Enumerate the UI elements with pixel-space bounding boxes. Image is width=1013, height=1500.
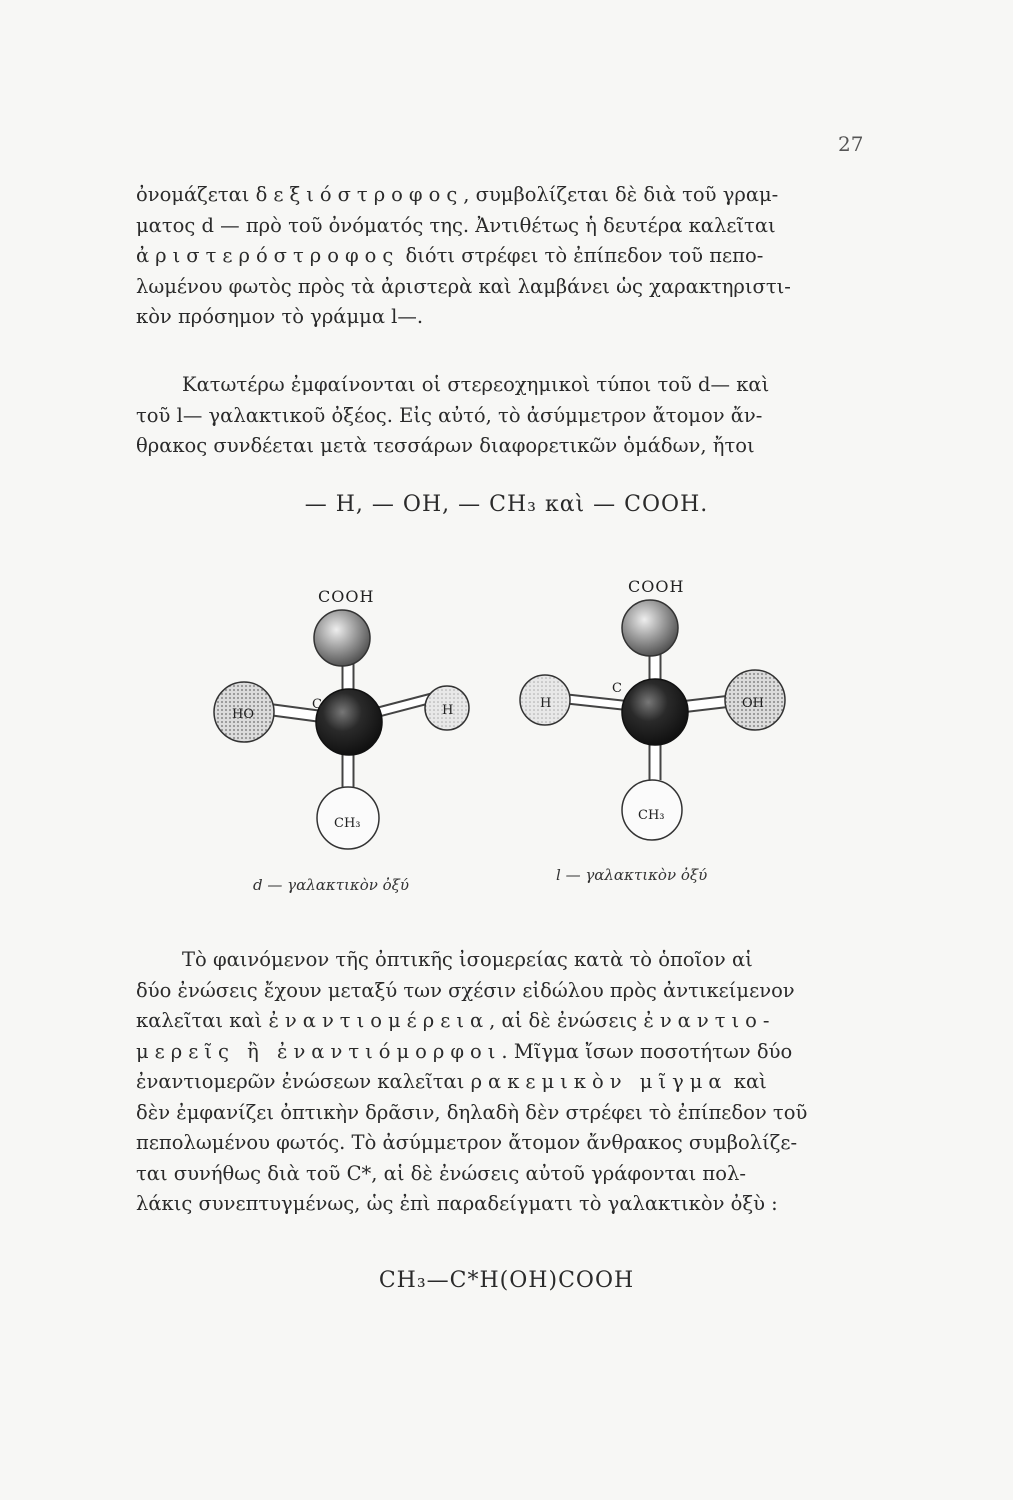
d-right-label: H (442, 703, 454, 718)
text-line: κὸν πρόσημον τὸ γράμμα l—. (136, 305, 424, 328)
text-line: ματος d — πρὸ τοῦ ὀνόματός της. Ἀντιθέτως ἡ δευτέρα καλεῖται (136, 213, 776, 237)
l-right-label: OH (742, 696, 764, 711)
text-line: λάκις συνεπτυγμένως, ὡς ἐπὶ παραδείγματι τὸ γαλακτικὸν ὀξὺ : (136, 1192, 778, 1215)
text-line: μερεῖς ἢ ἐναντιόμορφοι. Μῖγμα ἴσων ποσοτήτων δύο (136, 1039, 793, 1063)
d-bottom-label: CH₃ (334, 816, 361, 831)
third-paragraph (136, 945, 866, 1220)
text-line: Τὸ φαινόμενον τῆς ὀπτικῆς ἰσομερείας κατὰ τὸ ὁποῖον αἱ (182, 948, 753, 971)
text-line: λωμένου φωτὸς πρὸς τὰ ἀριστερὰ καὶ λαμβάνει ὡς χαρακτηριστι- (136, 274, 791, 298)
spaced-term: μερεῖς ἢ ἐναντιόμορφοι (136, 1039, 502, 1063)
molecule-diagrams (0, 560, 1013, 900)
d-lactic-molecule (214, 587, 469, 849)
spaced-term: ἐναντιομέρεια (268, 1009, 490, 1032)
d-caption: d — γαλακτικὸν ὀξύ (253, 876, 410, 894)
text-line: θρακος συνδέεται μετὰ τεσσάρων διαφορετικῶν ὁμάδων, ἤτοι (136, 434, 755, 457)
l-top-label: COOH (628, 577, 685, 596)
spaced-term: ἀριστερόστροφος (136, 244, 400, 267)
page-number: 27 (838, 132, 864, 156)
d-carbon-atom (316, 689, 382, 755)
text-line: τοῦ l— γαλακτικοῦ ὀξέος. Εἰς αὐτό, τὸ ἀσύμμετρον ἄτομον ἄν- (136, 403, 763, 427)
text-line: καλεῖται καὶ ἐναντιομέρεια, αἱ δὲ ἐνώσεις ἐναντιο- (136, 1009, 776, 1032)
l-lactic-molecule (520, 577, 785, 840)
d-left-label: HO (232, 707, 254, 722)
text-line: ἀριστερόστροφος διότι στρέφει τὸ ἐπίπεδον τοῦ πεπο- (136, 244, 764, 267)
l-center-label: C (612, 681, 622, 696)
text-line: δὲν ἐμφανίζει ὀπτικὴν δρᾶσιν, δηλαδὴ δὲν στρέφει τὸ ἐπίπεδον τοῦ (136, 1100, 808, 1124)
text-line: Κατωτέρω ἐμφαίνονται οἱ στερεοχημικοὶ τύποι τοῦ d— καὶ (182, 373, 770, 396)
d-top-label: COOH (318, 587, 375, 606)
text-line: ὀνομάζεται δεξιόστροφος, συμβολίζεται δὲ διὰ τοῦ γραμ- (136, 183, 779, 206)
final-formula: CH₃—C*H(OH)COOH (378, 1268, 635, 1293)
text-line: ἐναντιομερῶν ἐνώσεων καλεῖται ρακεμικὸν μῖγμα καὶ (136, 1070, 767, 1093)
text-line: δύο ἐνώσεις ἔχουν μεταξύ των σχέσιν εἰδώλου πρὸς ἀντικείμενον (136, 978, 795, 1002)
top-paragraph (136, 180, 866, 333)
d-center-label: C (312, 697, 322, 712)
text-line: ται συνήθως διὰ τοῦ C*, αἱ δὲ ἐνώσεις αὐτοῦ γράφονται πολ- (136, 1161, 746, 1185)
text-line: πεπολωμένου φωτός. Τὸ ἀσύμμετρον ἄτομον ἄνθρακος συμβολίζε- (136, 1131, 798, 1154)
l-caption: l — γαλακτικὸν ὀξύ (556, 866, 708, 884)
l-left-label: H (540, 696, 552, 711)
spaced-term: δεξιόστροφος (255, 183, 464, 206)
l-bottom-label: CH₃ (638, 808, 665, 823)
second-paragraph (136, 370, 866, 462)
groups-line: — H, — OH, — CH₃ καὶ — COOH. (304, 492, 709, 517)
d-cooh-atom (314, 610, 370, 666)
spaced-term: ρακεμικὸν μῖγμα (470, 1070, 728, 1093)
spaced-term: ἐναντιο- (643, 1009, 776, 1032)
l-cooh-atom (622, 600, 678, 656)
l-carbon-atom (622, 679, 688, 745)
